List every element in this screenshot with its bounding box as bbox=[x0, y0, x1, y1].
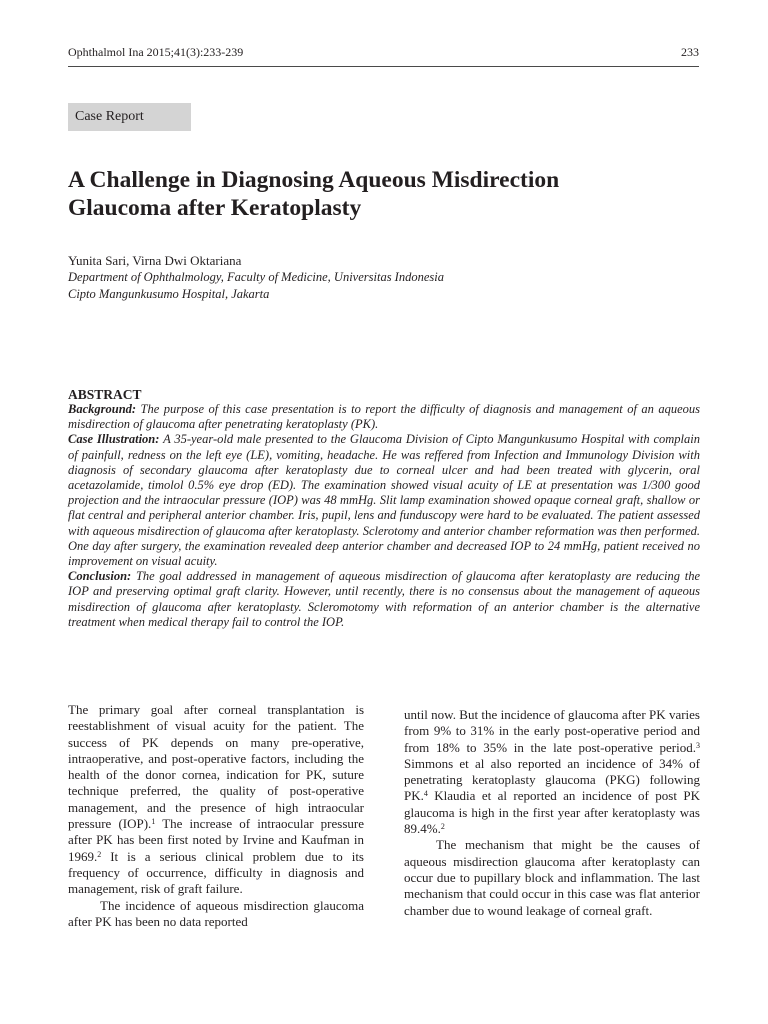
article-title bbox=[68, 166, 688, 222]
reference-mark: 2 bbox=[97, 849, 102, 859]
body-text: The primary goal after corneal transplantation is reestablishment of visual acuity for the patient. The success of PK depends on many pre-operative, intraoperative, and post-operative factors, including the health of the donor cornea, indication for PK, suture technique preferred, the quality of post-operative management, and the presence of high intraocular pressure (IOP). bbox=[68, 702, 364, 832]
affiliation-line-2: Cipto Mangunkusumo Hospital, Jakarta bbox=[68, 287, 270, 301]
author-list: Yunita Sari, Virna Dwi Oktariana bbox=[68, 253, 242, 268]
conclusion-text: The goal addressed in management of aqueous misdirection of glaucoma after keratoplasty are reducing the IOP and preserving optimal graft clarity. However, until recently, there is no consensus about the management of aqueous misdirection of glaucoma after keratoplasty. Scleromotomy with reformation of an anterior chamber is the alternative treatment when medical therapy fail to control the IOP. bbox=[68, 569, 700, 629]
body-text: The increase of intraocular pressure after PK has been first noted by Irvine and Kaufman in 1969. bbox=[68, 816, 364, 864]
reference-mark: 4 bbox=[423, 789, 428, 799]
reference-mark: 1 bbox=[151, 817, 156, 827]
abstract-case-illustration bbox=[68, 432, 700, 569]
affiliation-line-1: Department of Ophthalmology, Faculty of Medicine, Universitas Indonesia bbox=[68, 270, 444, 284]
header-rule bbox=[68, 66, 699, 67]
background-label: Background: bbox=[68, 402, 137, 416]
case-text: A 35-year-old male presented to the Glaucoma Division of Cipto Mangunkusumo Hospital with complain of painfull, redness on the left eye (LE), vomiting, headache. He was reffered from Infection and Immunology Division with diagnosis of secondary glaucoma after keratoplasty due to corneal ulcer and had been treated with glycerin, oral acetazolamide, timolol 0.5% eye drop (ED). The examination showed visual acuity of LE at presentation was 1/300 good projection and the intraocular pressure (IOP) was 48 mmHg. Slit lamp examination showed opaque corneal graft, shallow or flat central and peripheral anterior chamber. Iris, pupil, lens and funduscopy were hard to be evaluated. The patient assessed with aqueous misdirection of glaucoma after keratoplasty. Sclerotomy and anterior chamber reformation was then performed. One day after surgery, the examination revealed deep anterior chamber and decreased IOP to 24 mmHg, patient received no improvement on visual acuity. bbox=[68, 432, 700, 569]
case-label: Case Illustration: bbox=[68, 432, 160, 447]
background-text: The purpose of this case presentation is to report the difficulty of diagnosis and management of an aqueous misdirection of glaucoma after penetrating keratoplasty (PK). bbox=[68, 402, 700, 432]
abstract-background bbox=[68, 402, 700, 432]
body-paragraph bbox=[404, 707, 700, 837]
body-paragraph: The incidence of aqueous misdirection glaucoma after PK has been no data reported bbox=[68, 897, 364, 929]
body-paragraph bbox=[68, 702, 364, 898]
body-text: until now. But the incidence of glaucoma after PK varies from 9% to 31% in the early post-operative period and from 18% to 35% in the late post-operative period. bbox=[404, 707, 700, 755]
abstract-heading: ABSTRACT bbox=[68, 387, 142, 402]
body-paragraph: The mechanism that might be the causes of aqueous misdirection glaucoma after keratoplasty can occur due to pupillary block and inflammation. The last mechanism that could occur in this case was flat anterior chamber due to wound leakage of corneal graft. bbox=[404, 837, 700, 918]
affiliation bbox=[68, 269, 444, 303]
article-type-badge: Case Report bbox=[68, 103, 191, 131]
title-line-2: Glaucoma after Keratoplasty bbox=[68, 195, 362, 221]
abstract-conclusion bbox=[68, 569, 700, 630]
title-line-1: A Challenge in Diagnosing Aqueous Misdirection bbox=[68, 167, 560, 193]
body-text: Klaudia et al reported an incidence of post PK glaucoma is high in the first year after keratoplasty was 89.4%. bbox=[404, 788, 700, 837]
body-column-right bbox=[404, 707, 700, 919]
reference-mark: 2 bbox=[440, 822, 445, 832]
conclusion-label: Conclusion: bbox=[68, 569, 132, 584]
journal-citation: Ophthalmol Ina 2015;41(3):233-239 bbox=[68, 45, 244, 59]
abstract bbox=[68, 387, 700, 630]
body-text: Simmons et al also reported an incidence of 34% of penetrating keratoplasty glaucoma (PKG) following PK. bbox=[404, 755, 700, 804]
page-number: 233 bbox=[681, 45, 699, 59]
body-column-left bbox=[68, 702, 364, 930]
reference-mark: 3 bbox=[696, 740, 700, 750]
body-text: It is a serious clinical problem due to its frequency of occurrence, difficulty in diagnosis and management, risk of graft failure. bbox=[68, 848, 364, 897]
